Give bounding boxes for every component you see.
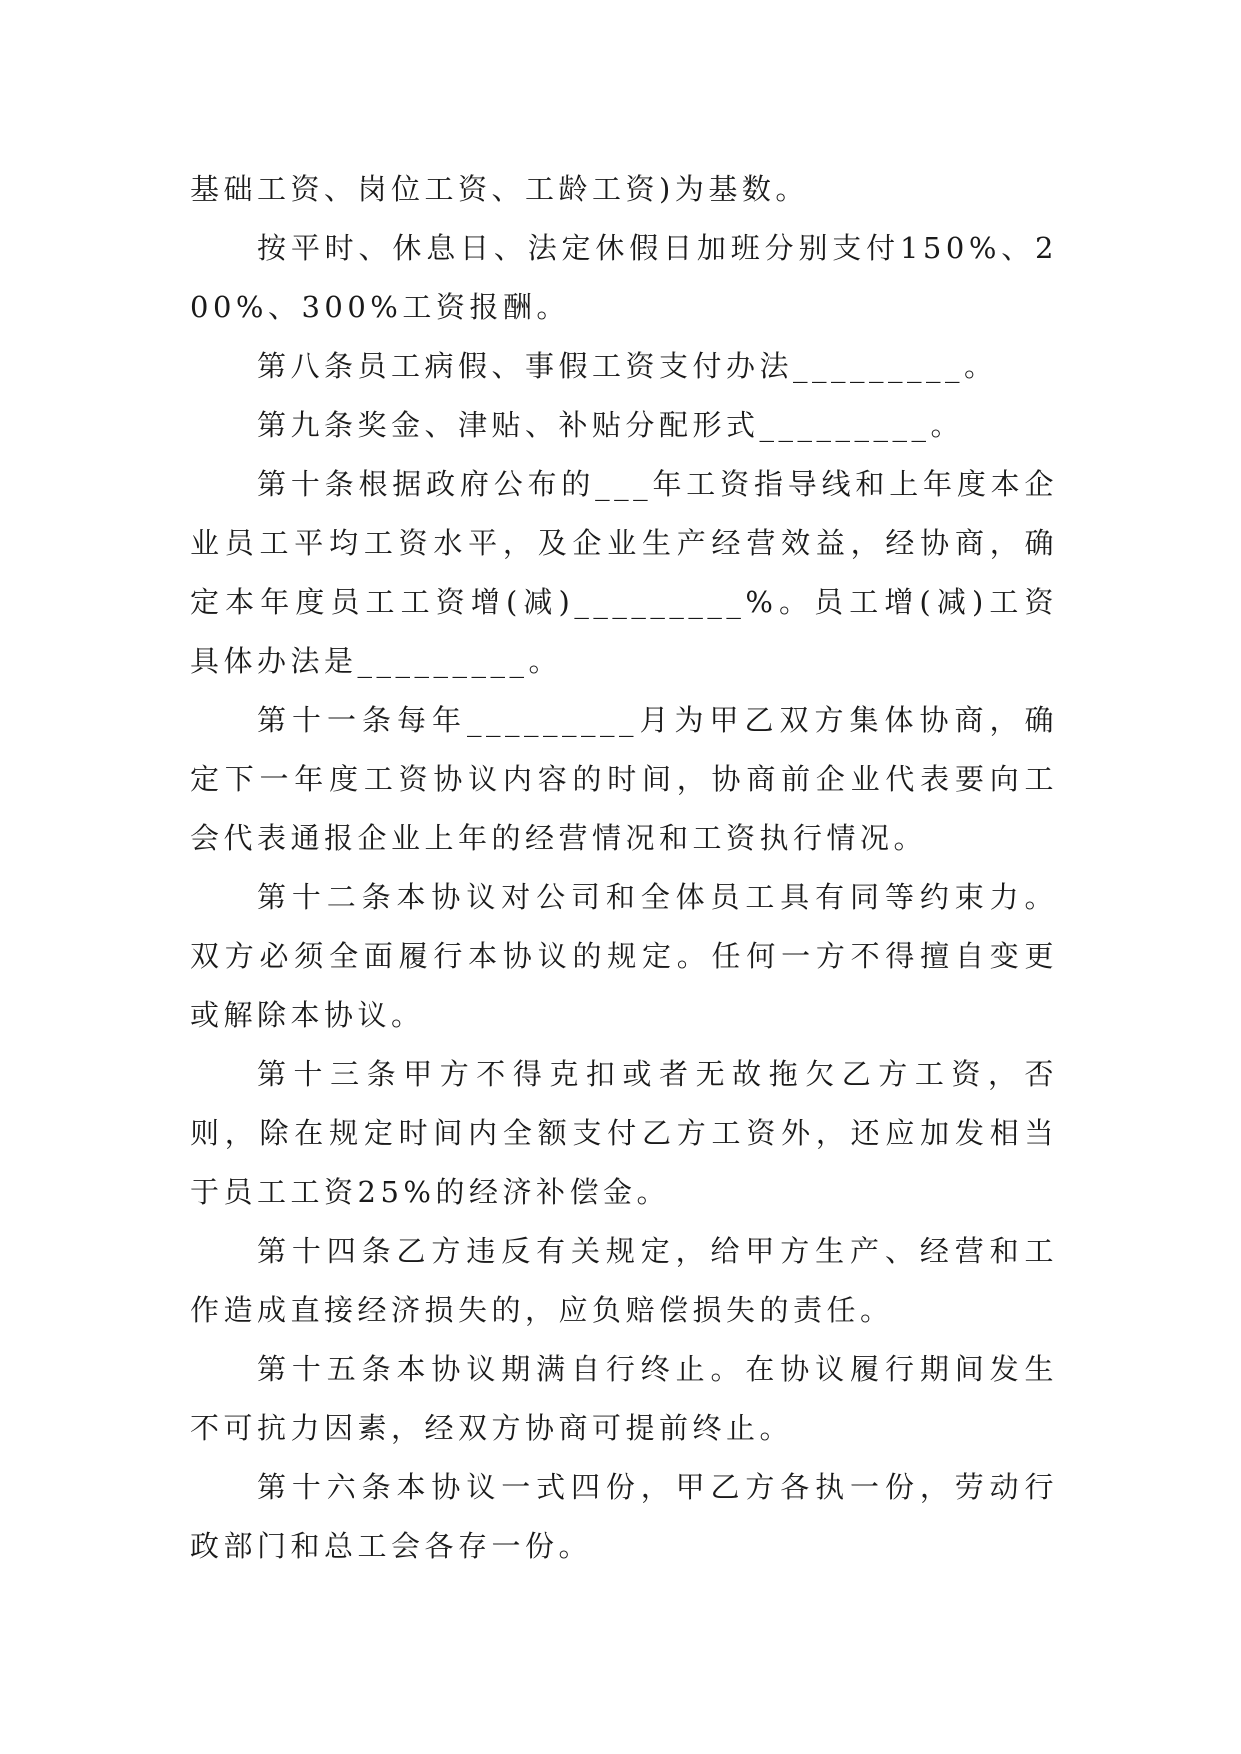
document-body	[190, 160, 1058, 1576]
paragraph-article-9: 第九条奖金、津贴、补贴分配形式_________。	[257, 408, 965, 442]
paragraph-article-14: 第十四条乙方违反有关规定，给甲方生产、经营和工作造成直接经济损失的，应负赔偿损失的责任。	[190, 1234, 1058, 1327]
paragraph-article-12: 第十二条本协议对公司和全体员工具有同等约束力。双方必须全面履行本协议的规定。任何一方不得擅自变更或解除本协议。	[190, 880, 1058, 1032]
paragraph-wage-base: 基础工资、岗位工资、工龄工资)为基数。	[190, 172, 809, 206]
paragraph-overtime-pay: 按平时、休息日、法定休假日加班分别支付150%、200%、300%工资报酬。	[190, 231, 1058, 324]
paragraph-article-8: 第八条员工病假、事假工资支付办法_________。	[257, 349, 998, 383]
paragraph-article-15: 第十五条本协议期满自行终止。在协议履行期间发生不可抗力因素，经双方协商可提前终止。	[190, 1352, 1058, 1445]
paragraph-article-11: 第十一条每年_________月为甲乙双方集体协商，确定下一年度工资协议内容的时间，协商前企业代表要向工会代表通报企业上年的经营情况和工资执行情况。	[190, 703, 1058, 855]
paragraph-article-16: 第十六条本协议一式四份，甲乙方各执一份，劳动行政部门和总工会各存一份。	[190, 1470, 1058, 1563]
paragraph-article-10: 第十条根据政府公布的___年工资指导线和上年度本企业员工平均工资水平，及企业生产经营效益，经协商，确定本年度员工工资增(减)_________%。员工增(减)工资具体办法是_________。	[190, 467, 1058, 678]
paragraph-article-13: 第十三条甲方不得克扣或者无故拖欠乙方工资，否则，除在规定时间内全额支付乙方工资外，还应加发相当于员工工资25%的经济补偿金。	[190, 1057, 1058, 1209]
